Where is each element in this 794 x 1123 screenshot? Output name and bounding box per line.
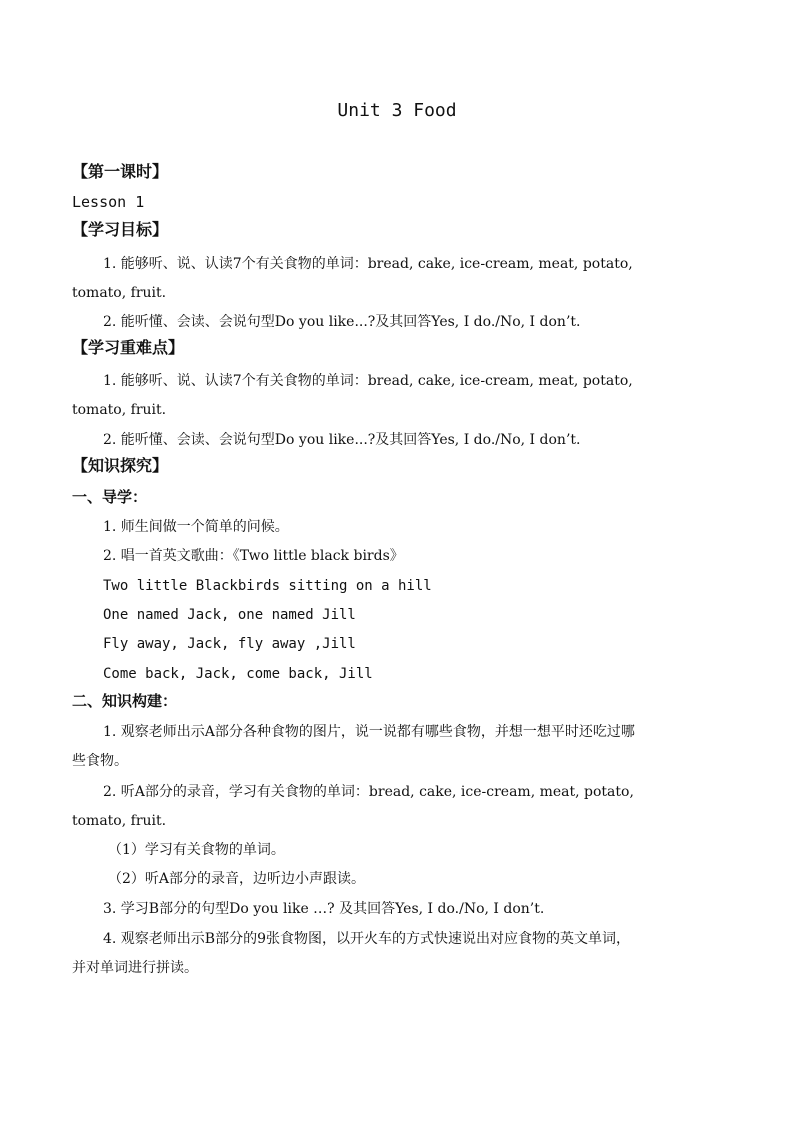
explore-heading: 【知识探究】 (72, 456, 169, 475)
document-title: Unit 3 Food (337, 100, 457, 121)
period-heading: 【第一课时】 (72, 162, 169, 181)
guide-line: 1. 师生间做一个简单的问候。 (103, 519, 289, 535)
build-line: 2. 听A部分的录音，学习有关食物的单词：bread, cake, ice-cream, meat, potato, (103, 784, 634, 800)
build-line: 并对单词进行拼读。 (72, 960, 198, 976)
key-point-line: tomato, fruit. (72, 402, 167, 418)
song-line: Come back, Jack, come back, Jill (103, 666, 373, 682)
objectives-heading: 【学习目标】 (72, 220, 169, 239)
song-line: Fly away, Jack, fly away ,Jill (103, 636, 356, 652)
lesson-label: Lesson 1 (72, 193, 145, 211)
song-line: Two little Blackbirds sitting on a hill (103, 578, 432, 594)
build-line: 些食物。 (72, 753, 128, 769)
key-points-heading: 【学习重难点】 (72, 338, 185, 357)
song-line: One named Jack, one named Jill (103, 607, 356, 623)
guide-heading: 一、导学： (72, 488, 148, 506)
objective-line: 1. 能够听、说、认读7个有关食物的单词：bread, cake, ice-cream, meat, potato, (103, 256, 633, 272)
guide-line: 2. 唱一首英文歌曲：《Two little black birds》 (103, 548, 404, 564)
key-point-line: 2. 能听懂、会读、会说句型Do you like...?及其回答Yes, I do./No, I don’t. (103, 432, 581, 448)
build-line: 3. 学习B部分的句型Do you like …? 及其回答Yes, I do./No, I don’t. (103, 901, 545, 917)
build-subline: （2）听A部分的录音，边听边小声跟读。 (108, 871, 366, 887)
build-heading: 二、知识构建： (72, 692, 178, 710)
build-line: tomato, fruit. (72, 813, 167, 829)
objective-line: tomato, fruit. (72, 285, 167, 301)
key-point-line: 1. 能够听、说、认读7个有关食物的单词：bread, cake, ice-cream, meat, potato, (103, 373, 633, 389)
objective-line: 2. 能听懂、会读、会说句型Do you like...?及其回答Yes, I do./No, I don’t. (103, 314, 581, 330)
build-subline: （1）学习有关食物的单词。 (108, 842, 285, 858)
build-line: 1. 观察老师出示A部分各种食物的图片，说一说都有哪些食物，并想一想平时还吃过哪 (103, 724, 635, 740)
build-line: 4. 观察老师出示B部分的9张食物图，以开火车的方式快速说出对应食物的英文单词， (103, 931, 631, 947)
